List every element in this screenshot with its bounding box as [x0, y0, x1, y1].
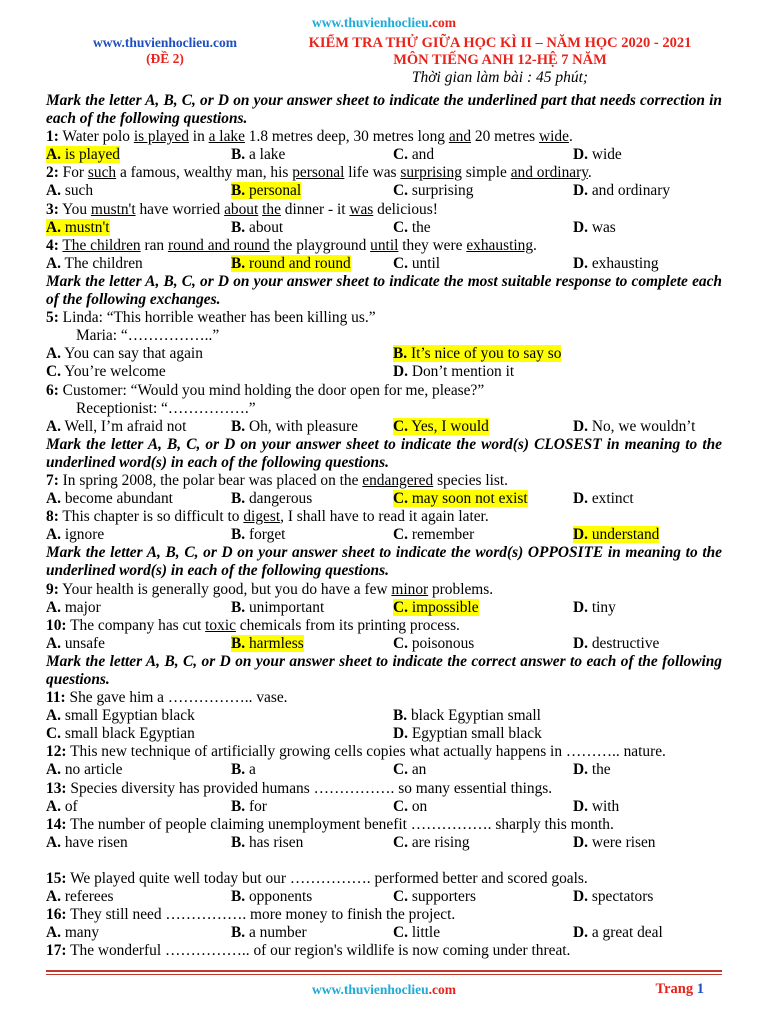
options-1	[46, 146, 722, 164]
option-c[interactable]: C. supporters	[393, 888, 476, 906]
question-2: 2: For such a famous, wealthy man, his personal life was surprising simple and ordinary.	[46, 164, 592, 182]
option-c[interactable]: C. may soon not exist	[393, 490, 528, 508]
option-a[interactable]: A. many	[46, 924, 100, 942]
option-c[interactable]: C. remember	[393, 526, 475, 544]
options-5-row1	[46, 345, 722, 363]
option-c[interactable]: C. You’re welcome	[46, 363, 166, 381]
options-11-row2	[46, 725, 722, 743]
page-number: Trang 1	[655, 981, 704, 997]
option-c[interactable]: C. are rising	[393, 833, 470, 851]
option-d[interactable]: D. was	[573, 218, 616, 236]
option-d[interactable]: D. and ordinary	[573, 182, 671, 200]
option-c[interactable]: C. Yes, I would	[393, 417, 489, 435]
question-10: 10: The company has cut toxic chemicals from its printing process.	[46, 616, 460, 634]
option-b[interactable]: B. a	[231, 761, 256, 779]
option-d[interactable]: D. were risen	[573, 833, 656, 851]
question-8: 8: This chapter is so difficult to digest, I shall have to read it again later.	[46, 508, 489, 526]
options-4	[46, 255, 722, 273]
top-site-url	[0, 15, 768, 31]
site-www: www.thuvienhoclieu	[311, 15, 429, 30]
exam-subject: MÔN TIẾNG ANH 12-HỆ 7 NĂM	[393, 52, 607, 68]
option-d[interactable]: D. destructive	[573, 634, 660, 652]
site-com: .com	[428, 15, 457, 30]
question-4: 4: The children ran round and round the playground until they were exhausting.	[46, 236, 537, 254]
question-14: 14: The number of people claiming unemployment benefit ……………. sharply this month.	[46, 815, 614, 833]
option-a[interactable]: A. such	[46, 182, 94, 200]
option-c[interactable]: C. on	[393, 797, 428, 815]
option-a[interactable]: A. unsafe	[46, 634, 105, 652]
option-b[interactable]: B. round and round	[231, 254, 351, 272]
option-a[interactable]: A. major	[46, 598, 101, 616]
options-2	[46, 182, 722, 200]
option-a[interactable]: A. referees	[46, 888, 114, 906]
option-b[interactable]: B. black Egyptian small	[393, 707, 541, 725]
question-7: 7: In spring 2008, the polar bear was placed on the endangered species list.	[46, 471, 509, 489]
options-6	[46, 418, 722, 436]
option-a[interactable]: A. is played	[46, 146, 120, 164]
option-a[interactable]: A. small Egyptian black	[46, 707, 195, 725]
question-12: 12: This new technique of artificially growing cells copies what actually happens in ……….. nature.	[46, 743, 666, 761]
option-a[interactable]: A. no article	[46, 761, 123, 779]
section-instruction-3: Mark the letter A, B, C, or D on your answer sheet to indicate the word(s) CLOSEST in meaning to the underlined word(s) in each of the following questions.	[46, 435, 722, 471]
question-13: 13: Species diversity has provided humans ……………. so many essential things.	[46, 779, 553, 797]
options-16	[46, 924, 722, 942]
footer-divider-thin	[46, 974, 722, 975]
option-b[interactable]: B. has risen	[231, 833, 304, 851]
question-6: 6: Customer: “Would you mind holding the door open for me, please?”	[46, 381, 485, 399]
header-right	[280, 35, 720, 86]
option-d[interactable]: D. exhausting	[573, 254, 659, 272]
option-b[interactable]: B. about	[231, 218, 284, 236]
option-c[interactable]: C. until	[393, 254, 441, 272]
options-15	[46, 888, 722, 906]
question-6-line2: Receptionist: “…………….”	[76, 399, 256, 417]
option-a[interactable]: A. become abundant	[46, 490, 173, 508]
option-b[interactable]: B. forget	[231, 526, 286, 544]
option-d[interactable]: D. with	[573, 797, 620, 815]
options-10	[46, 635, 722, 653]
section-instruction-4: Mark the letter A, B, C, or D on your answer sheet to indicate the word(s) OPPOSITE in meaning to the underlined word(s) in each of the following questions.	[46, 544, 722, 580]
option-d[interactable]: D. spectators	[573, 888, 654, 906]
option-b[interactable]: B. for	[231, 797, 267, 815]
option-d[interactable]: D. extinct	[573, 490, 634, 508]
question-5: 5: Linda: “This horrible weather has been killing us.”	[46, 309, 376, 327]
spacer	[46, 852, 722, 870]
option-d[interactable]: D. the	[573, 761, 611, 779]
option-a[interactable]: A. mustn't	[46, 218, 110, 236]
option-a[interactable]: A. Well, I’m afraid not	[46, 417, 187, 435]
question-15: 15: We played quite well today but our ……………. performed better and scored goals.	[46, 869, 588, 887]
option-a[interactable]: A. The children	[46, 254, 143, 272]
option-a[interactable]: A. of	[46, 797, 78, 815]
question-9: 9: Your health is generally good, but you do have a few minor problems.	[46, 580, 494, 598]
exam-time: Thời gian làm bài : 45 phút;	[411, 69, 589, 86]
option-c[interactable]: C. poisonous	[393, 634, 475, 652]
option-b[interactable]: B. harmless	[231, 634, 304, 652]
option-c[interactable]: C. small black Egyptian	[46, 725, 195, 743]
option-c[interactable]: C. little	[393, 924, 441, 942]
option-d[interactable]: D. No, we wouldn’t	[573, 417, 696, 435]
option-a[interactable]: A. You can say that again	[46, 345, 203, 363]
option-d[interactable]: D. a great deal	[573, 924, 663, 942]
options-9	[46, 599, 722, 617]
options-8	[46, 526, 722, 544]
option-b[interactable]: B. unimportant	[231, 598, 325, 616]
option-b[interactable]: B. opponents	[231, 888, 313, 906]
option-a[interactable]: A. have risen	[46, 833, 128, 851]
option-c[interactable]: C. and	[393, 146, 435, 164]
footer-divider	[46, 970, 722, 972]
option-d[interactable]: D. Egyptian small black	[393, 725, 542, 743]
left-url: www.thuvienhoclieu.com	[92, 35, 237, 50]
option-a[interactable]: A. ignore	[46, 526, 105, 544]
options-13	[46, 798, 722, 816]
option-c[interactable]: C. impossible	[393, 598, 479, 616]
section-instruction-1: Mark the letter A, B, C, or D on your answer sheet to indicate the underlined part that needs correction in each of the following questions.	[46, 92, 722, 128]
option-d[interactable]: D. Don’t mention it	[393, 363, 515, 381]
section-instruction-5: Mark the letter A, B, C, or D on your answer sheet to indicate the correct answer to each of the following questions.	[46, 652, 722, 688]
options-5-row2	[46, 363, 722, 381]
option-b[interactable]: B. personal	[231, 182, 302, 200]
question-16: 16: They still need ……………. more money to finish the project.	[46, 906, 456, 924]
exam-title: KIỂM TRA THỬ GIỮA HỌC KÌ II – NĂM HỌC 2020 - 2021	[308, 35, 692, 51]
options-11-row1	[46, 707, 722, 725]
question-11: 11: She gave him a …………….. vase.	[46, 689, 288, 707]
option-b[interactable]: B. dangerous	[231, 490, 313, 508]
question-1: 1: Water polo is played in a lake 1.8 metres deep, 30 metres long and 20 metres wide.	[46, 128, 573, 146]
question-5-line2: Maria: “……………..”	[76, 327, 220, 345]
question-3: 3: You mustn't have worried about the dinner - it was delicious!	[46, 200, 438, 218]
option-c[interactable]: C. the	[393, 218, 431, 236]
option-b[interactable]: B. a number	[231, 924, 307, 942]
option-b[interactable]: B. a lake	[231, 146, 286, 164]
option-b[interactable]: B. It’s nice of you to say so	[393, 345, 562, 363]
option-d[interactable]: D. understand	[573, 526, 660, 544]
header-left	[50, 35, 280, 67]
options-12	[46, 761, 722, 779]
option-c[interactable]: C. surprising	[393, 182, 474, 200]
options-7	[46, 490, 722, 508]
footer-site-url: www.thuvienhoclieu.com	[311, 982, 457, 997]
option-d[interactable]: D. tiny	[573, 598, 616, 616]
option-d[interactable]: D. wide	[573, 146, 622, 164]
question-17: 17: The wonderful …………….. of our region's wildlife is now coming under threat.	[46, 942, 571, 960]
options-14	[46, 834, 722, 852]
exam-content	[46, 92, 722, 960]
option-c[interactable]: C. an	[393, 761, 427, 779]
section-instruction-2: Mark the letter A, B, C, or D on your answer sheet to indicate the most suitable response to complete each of the following exchanges.	[46, 272, 722, 309]
option-b[interactable]: B. Oh, with pleasure	[231, 417, 358, 435]
exam-code: (ĐỀ 2)	[146, 51, 184, 66]
options-3	[46, 219, 722, 237]
